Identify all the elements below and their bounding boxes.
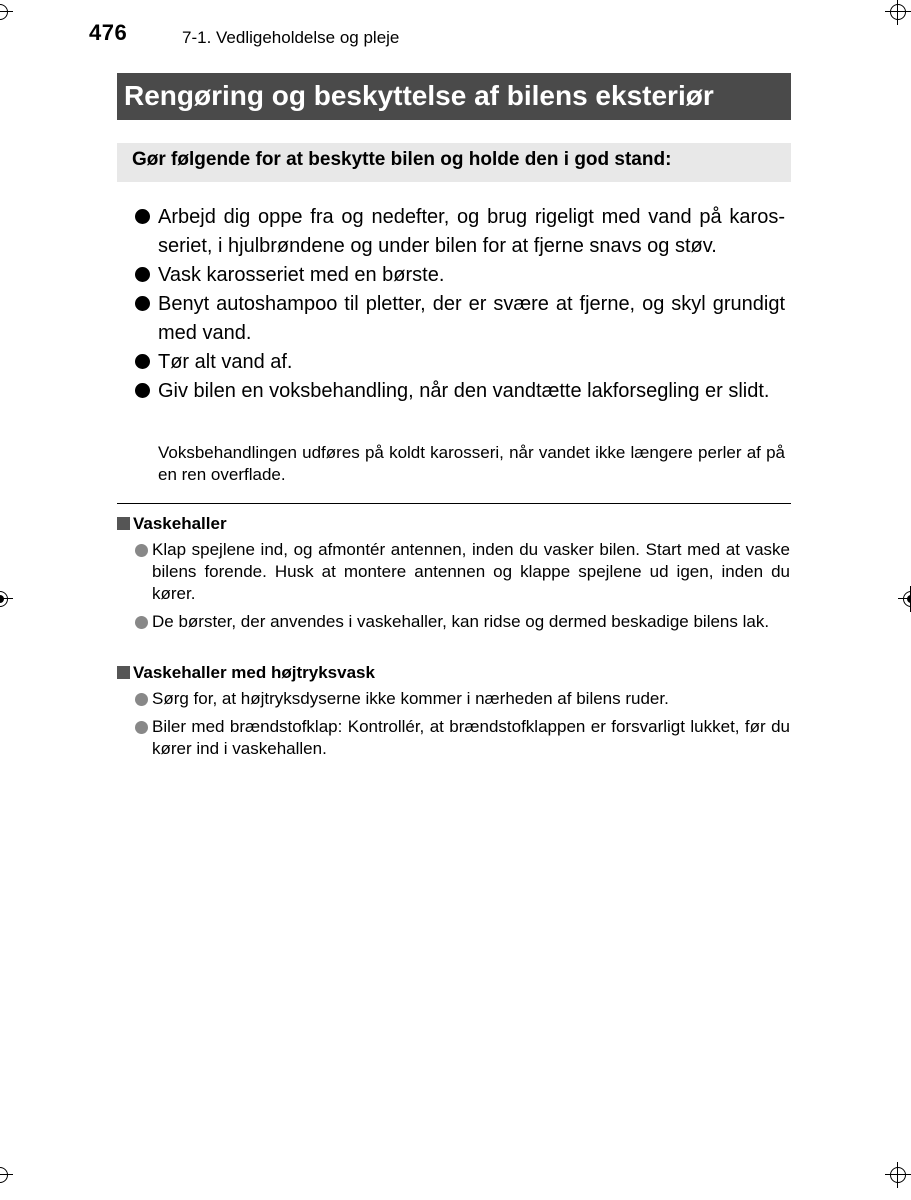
registration-mark-icon xyxy=(898,586,911,612)
bullet-icon xyxy=(135,383,150,398)
bullet-list xyxy=(133,203,785,406)
page-number: 476 xyxy=(89,20,128,45)
bullet-icon xyxy=(135,354,150,369)
list-item: De børster, der anvendes i vaskehaller, kan ridse og dermed beskadige bilens lak. xyxy=(133,611,790,633)
square-bullet-icon xyxy=(117,666,130,679)
list-item: Benyt autoshampoo til pletter, der er svære at fjerne, og skyl grundigt med vand. xyxy=(133,290,785,348)
section-heading: Vaskehaller xyxy=(117,513,227,535)
high-pressure-wash-list xyxy=(133,688,790,766)
list-item: Tør alt vand af. xyxy=(133,348,785,377)
section-label: 7-1. Vedligeholdelse og pleje xyxy=(182,28,400,47)
list-item: Arbejd dig oppe fra og nedefter, og brug rigeligt med vand på karosseriet, i hjulbrøndene og under bilen for at fjerne snavs og støv. xyxy=(133,203,785,261)
square-bullet-icon xyxy=(117,517,130,530)
wax-note: Voksbehandlingen udføres på koldt karosseri, når vandet ikke længere perler af på en ren overflade. xyxy=(158,443,785,484)
bullet-icon xyxy=(135,296,150,311)
list-item: Klap spejlene ind, og afmontér antennen, inden du vasker bilen. Start med at vaske bilens forende. Husk at montere antennen og klappe spejlene ud igen, inden du kører. xyxy=(133,539,790,605)
list-item: Vask karosseriet med en børste. xyxy=(133,261,785,290)
bullet-icon xyxy=(135,267,150,282)
registration-mark-icon xyxy=(0,0,13,25)
list-item: Giv bilen en voksbehandling, når den vandtætte lakforsegling er slidt. xyxy=(133,377,785,406)
car-wash-list xyxy=(133,539,790,639)
registration-mark-icon xyxy=(885,1162,911,1188)
list-item: Biler med brændstofklap: Kontrollér, at brændstofklappen er forsvarligt lukket, før du kører ind i vaskehallen. xyxy=(133,716,790,760)
divider xyxy=(117,503,791,504)
bullet-icon xyxy=(135,544,148,557)
intro-box: Gør følgende for at beskytte bilen og holde den i god stand: xyxy=(117,143,791,182)
registration-mark-icon xyxy=(0,586,13,612)
bullet-icon xyxy=(135,693,148,706)
registration-mark-icon xyxy=(885,0,911,25)
section-heading: Vaskehaller med højtryksvask xyxy=(117,662,375,684)
bullet-icon xyxy=(135,616,148,629)
registration-mark-icon xyxy=(0,1162,13,1188)
list-item: Sørg for, at højtryksdyserne ikke kommer i nærheden af bilens ruder. xyxy=(133,688,790,710)
bullet-icon xyxy=(135,721,148,734)
page-title: Rengøring og beskyttelse af bilens eksteriør xyxy=(117,73,791,120)
bullet-icon xyxy=(135,209,150,224)
